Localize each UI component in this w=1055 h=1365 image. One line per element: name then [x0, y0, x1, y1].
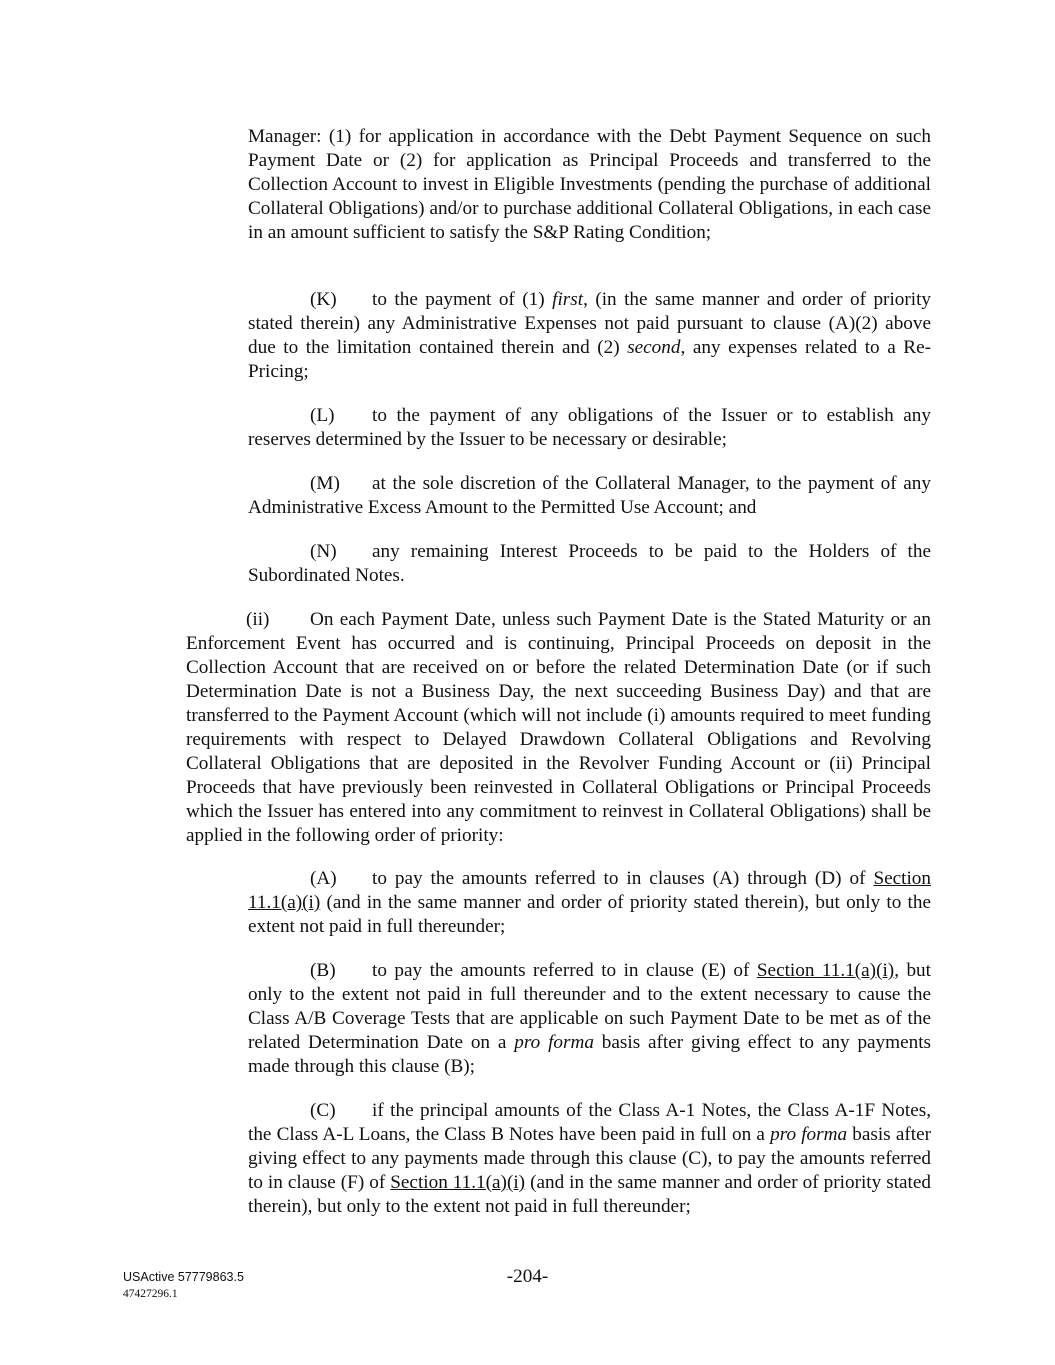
- clause-k-italic-second: second: [627, 337, 681, 358]
- clause-c: [248, 1099, 931, 1219]
- clause-b-text-1: to pay the amounts referred to in clause (E) of: [372, 960, 757, 981]
- footer-document-id-secondary: 47427296.1: [123, 1288, 178, 1300]
- clause-k-text-2: , (in the same manner and order of priority stated therein) any Administrative Expenses not paid pursuant to clause (A)(2) above due to the limitation contained therein and (2): [248, 289, 932, 358]
- clause-l-label: (L): [310, 405, 335, 426]
- clause-k-label: (K): [310, 289, 337, 310]
- clause-m-text: at the sole discretion of the Collateral Manager, to the payment of any Administrative Excess Amount to the Permitted Use Account; and: [248, 473, 931, 518]
- clause-k-text-1: to the payment of (1): [372, 289, 553, 310]
- section-reference-link[interactable]: Section 11.1(a)(i): [390, 1172, 526, 1193]
- section-reference-link[interactable]: Section 11.1(a)(i): [756, 960, 895, 981]
- clause-b-text-2: , but only to the extent not paid in full thereunder and to the extent necessary to cause the Class A/B Coverage Tests that are applicable on such Payment Date to be met as of the related Determination Date on a: [248, 960, 931, 1053]
- clause-ii: [186, 608, 931, 848]
- clause-c-text-3: (and in the same manner and order of priority stated therein), but only to the extent not paid in full thereunder;: [248, 1172, 931, 1217]
- clause-c-text-1: if the principal amounts of the Class A-1 Notes, the Class A-1F Notes, the Class A-L Loans, the Class B Notes have been paid in full on a: [248, 1100, 931, 1145]
- clause-a: [248, 867, 931, 939]
- clause-n: [248, 540, 931, 588]
- clause-b-italic-pro-forma: pro forma: [514, 1032, 594, 1053]
- continuation-paragraph: [248, 125, 931, 245]
- clause-a-label: (A): [310, 868, 337, 889]
- clause-m-label: (M): [310, 473, 340, 494]
- clause-ii-label: (ii): [246, 609, 270, 630]
- clause-k-italic-first: first: [552, 289, 584, 310]
- clause-a-text-1: to pay the amounts referred to in clauses (A) through (D) of: [372, 868, 874, 889]
- continuation-text: Manager: (1) for application in accordance with the Debt Payment Sequence on such Payment Date or (2) for application as Principal Proceeds and transferred to the Collection Account to invest in Eligible Investments (pending the purchase of additional Collateral Obligations) and/or to purchase additional Collateral Obligations, in each case in an amount sufficient to satisfy the S&P Rating Condition;: [248, 126, 931, 243]
- clause-c-text-2: basis after giving effect to any payments made through this clause (C), to pay the amounts referred to in clause (F) of: [248, 1124, 931, 1193]
- clause-c-label: (C): [310, 1100, 336, 1121]
- section-reference-link[interactable]: Section 11.1(a)(i): [248, 868, 931, 913]
- clause-ii-text: On each Payment Date, unless such Payment Date is the Stated Maturity or an Enforcement Event has occurred and is continuing, Principal Proceeds on deposit in the Collection Account that are received on or before the related Determination Date (or if such Determination Date is not a Business Day, the next succeeding Business Day) and that are transferred to the Payment Account (which will not include (i) amounts required to meet funding requirements with respect to Delayed Drawdown Collateral Obligations and Revolving Collateral Obligations that are deposited in the Revolver Funding Account or (ii) Principal Proceeds that have previously been reinvested in Collateral Obligations or Principal Proceeds which the Issuer has entered into any commitment to reinvest in Collateral Obligations) shall be applied in the following order of priority:: [186, 609, 931, 846]
- clause-b-text-3: basis after giving effect to any payments made through this clause (B);: [248, 1032, 931, 1077]
- clause-a-text-2: (and in the same manner and order of priority stated therein), but only to the extent not paid in full thereunder;: [248, 892, 931, 937]
- clause-n-text: any remaining Interest Proceeds to be paid to the Holders of the Subordinated Notes.: [248, 541, 931, 586]
- clause-b: [248, 959, 931, 1079]
- clause-n-label: (N): [310, 541, 337, 562]
- clause-b-label: (B): [310, 960, 336, 981]
- clause-l: [248, 404, 931, 452]
- clause-k: [248, 288, 931, 384]
- clause-m: [248, 472, 931, 520]
- clause-c-italic-pro-forma: pro forma: [770, 1124, 848, 1145]
- footer-document-id: USActive 57779863.5: [123, 1270, 244, 1284]
- page-number: -204-: [506, 1266, 549, 1287]
- clause-k-text-3: , any expenses related to a Re-Pricing;: [248, 337, 931, 382]
- clause-l-text: to the payment of any obligations of the Issuer or to establish any reserves determined by the Issuer to be necessary or desirable;: [248, 405, 931, 450]
